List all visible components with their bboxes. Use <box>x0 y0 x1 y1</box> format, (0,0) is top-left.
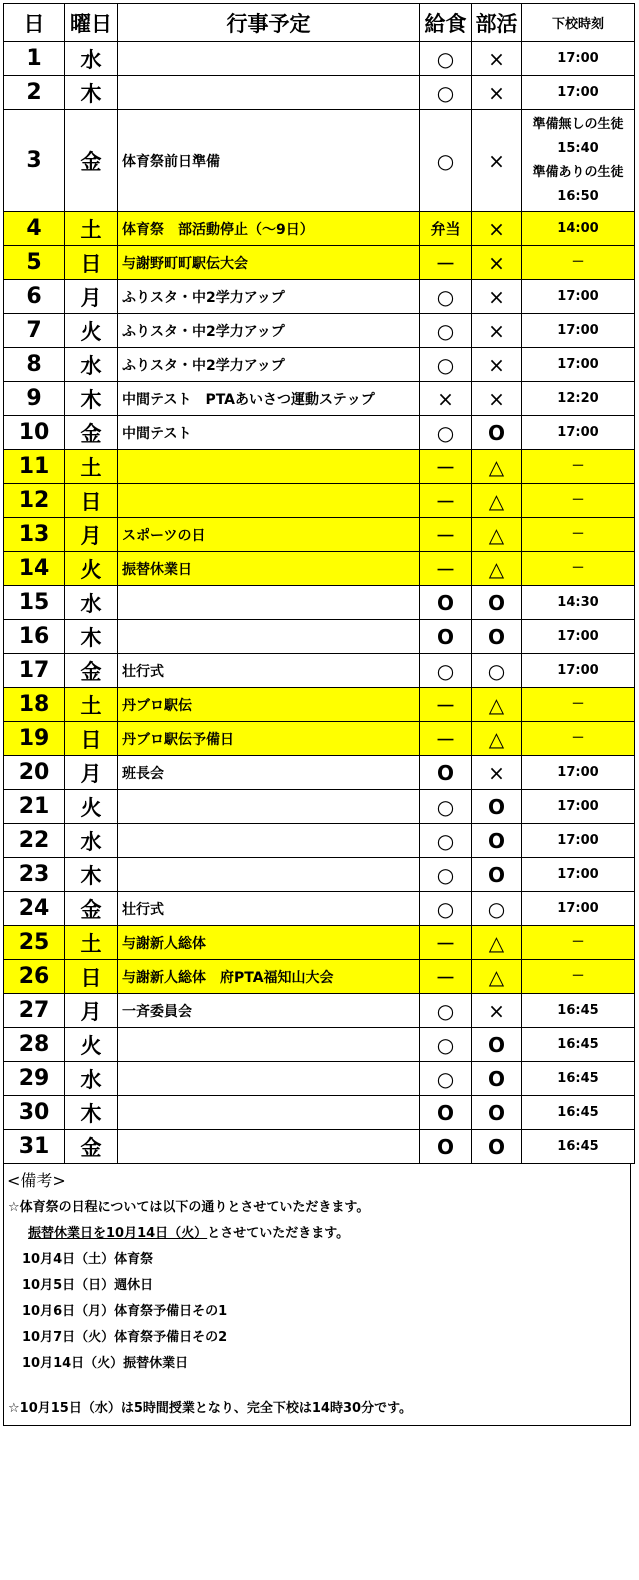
row-club: O <box>472 858 522 892</box>
row-dow: 木 <box>65 1096 118 1130</box>
row-lunch: 弁当 <box>420 212 472 246</box>
row-dismissal <box>522 688 635 722</box>
header-dismissal: 下校時刻 <box>522 4 635 42</box>
row-lunch: ○ <box>420 654 472 688</box>
row-event: 中間テスト <box>118 416 420 450</box>
row-day: 6 <box>4 280 65 314</box>
row-club: ○ <box>472 654 522 688</box>
row-lunch: － <box>420 552 472 586</box>
row-event <box>118 1096 420 1130</box>
table-row <box>4 926 635 960</box>
dismissal-line: － <box>571 968 585 984</box>
row-lunch: － <box>420 688 472 722</box>
row-lunch: O <box>420 1096 472 1130</box>
notes-item: 10月7日（火）体育祭予備日その2 <box>22 1330 228 1345</box>
row-day: 3 <box>4 110 65 212</box>
row-club: O <box>472 1062 522 1096</box>
row-dow: 金 <box>65 892 118 926</box>
dismissal-line: － <box>571 254 585 270</box>
dismissal-line: 16:50 <box>557 188 599 204</box>
row-dismissal <box>522 1028 635 1062</box>
row-lunch: － <box>420 484 472 518</box>
row-day: 13 <box>4 518 65 552</box>
row-lunch: － <box>420 518 472 552</box>
table-row <box>4 1130 635 1164</box>
row-event <box>118 858 420 892</box>
row-lunch: ○ <box>420 1062 472 1096</box>
schedule-table <box>3 3 635 1164</box>
row-lunch: － <box>420 246 472 280</box>
dismissal-line: － <box>571 560 585 576</box>
dismissal-line: 17:00 <box>557 288 599 304</box>
row-dismissal <box>522 892 635 926</box>
row-club: ○ <box>472 892 522 926</box>
row-event: スポーツの日 <box>118 518 420 552</box>
table-row <box>4 1062 635 1096</box>
table-row <box>4 858 635 892</box>
row-lunch: － <box>420 926 472 960</box>
row-club: × <box>472 994 522 1028</box>
notes-item: 10月4日（土）体育祭 <box>22 1252 154 1267</box>
row-club: O <box>472 1028 522 1062</box>
row-day: 20 <box>4 756 65 790</box>
row-day: 10 <box>4 416 65 450</box>
row-event <box>118 824 420 858</box>
header-event: 行事予定 <box>118 4 420 42</box>
row-dismissal <box>522 1062 635 1096</box>
dismissal-line: 17:00 <box>557 50 599 66</box>
row-dow: 水 <box>65 824 118 858</box>
row-club: △ <box>472 960 522 994</box>
row-event: 丹ブロ駅伝予備日 <box>118 722 420 756</box>
header-club: 部活 <box>472 4 522 42</box>
notes-line-2 <box>28 1222 349 1241</box>
table-row <box>4 76 635 110</box>
row-dow: 火 <box>65 552 118 586</box>
row-day: 18 <box>4 688 65 722</box>
row-dismissal <box>522 586 635 620</box>
row-day: 25 <box>4 926 65 960</box>
row-day: 11 <box>4 450 65 484</box>
table-row <box>4 382 635 416</box>
row-dow: 水 <box>65 42 118 76</box>
row-dismissal <box>522 654 635 688</box>
row-lunch: O <box>420 1130 472 1164</box>
row-club: △ <box>472 722 522 756</box>
row-lunch: － <box>420 960 472 994</box>
dismissal-line: 17:00 <box>557 764 599 780</box>
row-day: 17 <box>4 654 65 688</box>
row-day: 1 <box>4 42 65 76</box>
row-event: 振替休業日 <box>118 552 420 586</box>
row-event: 中間テスト PTAあいさつ運動ステップ <box>118 382 420 416</box>
schedule-rows <box>4 42 635 1164</box>
dismissal-line: 16:45 <box>557 1070 599 1086</box>
row-dismissal <box>522 246 635 280</box>
dismissal-line: 17:00 <box>557 628 599 644</box>
row-club: × <box>472 110 522 212</box>
row-event: 班長会 <box>118 756 420 790</box>
row-dismissal <box>522 110 635 212</box>
row-dismissal <box>522 518 635 552</box>
row-dow: 土 <box>65 688 118 722</box>
row-dismissal <box>522 722 635 756</box>
row-club: × <box>472 280 522 314</box>
row-club: × <box>472 314 522 348</box>
row-event <box>118 1062 420 1096</box>
header-dow: 曜日 <box>65 4 118 42</box>
table-row <box>4 620 635 654</box>
row-event: 与謝新人総体 <box>118 926 420 960</box>
row-day: 2 <box>4 76 65 110</box>
table-row <box>4 586 635 620</box>
row-day: 15 <box>4 586 65 620</box>
row-event: 体育祭 部活動停止（～9日） <box>118 212 420 246</box>
dismissal-line: 14:30 <box>557 594 599 610</box>
table-row <box>4 688 635 722</box>
row-day: 21 <box>4 790 65 824</box>
row-day: 14 <box>4 552 65 586</box>
row-day: 12 <box>4 484 65 518</box>
row-day: 19 <box>4 722 65 756</box>
dismissal-line: － <box>571 492 585 508</box>
table-row <box>4 756 635 790</box>
row-club: × <box>472 42 522 76</box>
dismissal-line: 17:00 <box>557 84 599 100</box>
row-event <box>118 76 420 110</box>
row-event: ふりスタ・中2学力アップ <box>118 314 420 348</box>
table-row <box>4 790 635 824</box>
row-event: 一斉委員会 <box>118 994 420 1028</box>
row-club: △ <box>472 518 522 552</box>
row-lunch: ○ <box>420 76 472 110</box>
row-club: △ <box>472 552 522 586</box>
row-day: 4 <box>4 212 65 246</box>
row-club: × <box>472 76 522 110</box>
row-dismissal <box>522 212 635 246</box>
row-event <box>118 1028 420 1062</box>
row-day: 23 <box>4 858 65 892</box>
row-dow: 金 <box>65 1130 118 1164</box>
dismissal-line: 16:45 <box>557 1104 599 1120</box>
table-row <box>4 1096 635 1130</box>
row-dismissal <box>522 280 635 314</box>
notes-line-1: ☆体育祭の日程については以下の通りとさせていただきます。 <box>8 1200 370 1215</box>
row-club: × <box>472 382 522 416</box>
row-dismissal <box>522 790 635 824</box>
table-row <box>4 722 635 756</box>
row-event: 体育祭前日準備 <box>118 110 420 212</box>
row-lunch: ○ <box>420 42 472 76</box>
row-day: 7 <box>4 314 65 348</box>
table-row <box>4 892 635 926</box>
row-dow: 水 <box>65 1062 118 1096</box>
row-dow: 火 <box>65 790 118 824</box>
row-event: ふりスタ・中2学力アップ <box>118 348 420 382</box>
row-dismissal <box>522 416 635 450</box>
table-row <box>4 314 635 348</box>
table-row <box>4 484 635 518</box>
schedule-sheet <box>3 3 634 1426</box>
row-club: O <box>472 824 522 858</box>
table-row <box>4 1028 635 1062</box>
row-club: O <box>472 416 522 450</box>
row-club: × <box>472 756 522 790</box>
row-lunch: ○ <box>420 858 472 892</box>
dismissal-line: 15:40 <box>557 140 599 156</box>
row-lunch: ○ <box>420 348 472 382</box>
row-day: 26 <box>4 960 65 994</box>
row-club: O <box>472 1096 522 1130</box>
row-dismissal <box>522 484 635 518</box>
row-club: O <box>472 1130 522 1164</box>
row-event: ふりスタ・中2学力アップ <box>118 280 420 314</box>
table-row <box>4 416 635 450</box>
dismissal-line: － <box>571 696 585 712</box>
dismissal-line: 17:00 <box>557 798 599 814</box>
table-row <box>4 960 635 994</box>
dismissal-line: 12:20 <box>557 390 599 406</box>
row-club: × <box>472 348 522 382</box>
notes-item: 10月5日（日）週休日 <box>22 1278 154 1293</box>
row-club: O <box>472 620 522 654</box>
row-dismissal <box>522 756 635 790</box>
row-dow: 水 <box>65 348 118 382</box>
row-dismissal <box>522 620 635 654</box>
row-day: 8 <box>4 348 65 382</box>
table-row <box>4 518 635 552</box>
row-lunch: O <box>420 756 472 790</box>
notes-title: <備考> <box>7 1171 66 1190</box>
row-lunch: O <box>420 586 472 620</box>
row-dow: 土 <box>65 926 118 960</box>
notes-footer: ☆10月15日（水）は5時間授業となり、完全下校は14時30分です。 <box>8 1401 413 1416</box>
row-dow: 月 <box>65 280 118 314</box>
row-dow: 火 <box>65 1028 118 1062</box>
row-club: △ <box>472 688 522 722</box>
row-dow: 木 <box>65 76 118 110</box>
row-club: O <box>472 586 522 620</box>
row-day: 30 <box>4 1096 65 1130</box>
row-dismissal <box>522 994 635 1028</box>
row-club: O <box>472 790 522 824</box>
row-dismissal <box>522 450 635 484</box>
row-dow: 月 <box>65 994 118 1028</box>
row-dow: 水 <box>65 586 118 620</box>
row-day: 31 <box>4 1130 65 1164</box>
row-club: × <box>472 246 522 280</box>
row-day: 27 <box>4 994 65 1028</box>
row-lunch: － <box>420 722 472 756</box>
row-lunch: ○ <box>420 790 472 824</box>
table-row <box>4 212 635 246</box>
row-dismissal <box>522 76 635 110</box>
row-event <box>118 790 420 824</box>
row-day: 16 <box>4 620 65 654</box>
row-day: 28 <box>4 1028 65 1062</box>
row-lunch: ○ <box>420 110 472 212</box>
header-day: 日 <box>4 4 65 42</box>
dismissal-line: － <box>571 526 585 542</box>
row-dow: 金 <box>65 110 118 212</box>
row-dismissal <box>522 314 635 348</box>
row-day: 29 <box>4 1062 65 1096</box>
notes-item: 10月14日（火）振替休業日 <box>22 1356 189 1371</box>
row-event <box>118 42 420 76</box>
dismissal-line: 準備無しの生徒 <box>532 116 624 132</box>
header-lunch: 給食 <box>420 4 472 42</box>
row-day: 22 <box>4 824 65 858</box>
row-dismissal <box>522 348 635 382</box>
row-club: × <box>472 212 522 246</box>
notes-line-2-rest: とさせていただきます。 <box>207 1226 350 1241</box>
row-dow: 木 <box>65 620 118 654</box>
row-dismissal <box>522 858 635 892</box>
row-lunch: － <box>420 450 472 484</box>
row-lunch: ○ <box>420 1028 472 1062</box>
row-club: △ <box>472 450 522 484</box>
row-dismissal <box>522 960 635 994</box>
table-row <box>4 280 635 314</box>
row-lunch: ○ <box>420 280 472 314</box>
row-event <box>118 620 420 654</box>
row-lunch: × <box>420 382 472 416</box>
row-dismissal <box>522 552 635 586</box>
row-dismissal <box>522 42 635 76</box>
row-event <box>118 484 420 518</box>
row-dow: 日 <box>65 484 118 518</box>
table-row <box>4 450 635 484</box>
row-dow: 木 <box>65 858 118 892</box>
row-dow: 月 <box>65 518 118 552</box>
row-event: 丹ブロ駅伝 <box>118 688 420 722</box>
table-row <box>4 246 635 280</box>
row-event: 与謝新人総体 府PTA福知山大会 <box>118 960 420 994</box>
row-event: 与謝野町町駅伝大会 <box>118 246 420 280</box>
dismissal-line: 17:00 <box>557 900 599 916</box>
row-dow: 土 <box>65 450 118 484</box>
row-dismissal <box>522 1096 635 1130</box>
row-lunch: ○ <box>420 824 472 858</box>
dismissal-line: 17:00 <box>557 322 599 338</box>
table-row <box>4 824 635 858</box>
dismissal-line: － <box>571 934 585 950</box>
table-row <box>4 994 635 1028</box>
table-row <box>4 654 635 688</box>
row-dow: 金 <box>65 654 118 688</box>
row-club: △ <box>472 484 522 518</box>
table-row <box>4 42 635 76</box>
row-lunch: ○ <box>420 416 472 450</box>
table-row <box>4 348 635 382</box>
notes-box <box>3 1164 631 1426</box>
table-row <box>4 110 635 212</box>
row-club: △ <box>472 926 522 960</box>
dismissal-line: 16:45 <box>557 1002 599 1018</box>
row-dismissal <box>522 1130 635 1164</box>
row-dow: 月 <box>65 756 118 790</box>
dismissal-line: 17:00 <box>557 424 599 440</box>
row-lunch: O <box>420 620 472 654</box>
dismissal-line: 17:00 <box>557 662 599 678</box>
dismissal-line: 準備ありの生徒 <box>532 164 624 180</box>
dismissal-line: 17:00 <box>557 866 599 882</box>
table-row <box>4 552 635 586</box>
row-lunch: ○ <box>420 314 472 348</box>
dismissal-line: 14:00 <box>557 220 599 236</box>
row-dismissal <box>522 382 635 416</box>
row-event: 壮行式 <box>118 654 420 688</box>
row-dismissal <box>522 926 635 960</box>
row-dow: 火 <box>65 314 118 348</box>
notes-line-2-underlined: 振替休業日を10月14日（火） <box>28 1226 208 1241</box>
row-lunch: ○ <box>420 994 472 1028</box>
dismissal-line: 16:45 <box>557 1036 599 1052</box>
row-event <box>118 450 420 484</box>
dismissal-line: 17:00 <box>557 832 599 848</box>
row-event: 壮行式 <box>118 892 420 926</box>
row-dow: 金 <box>65 416 118 450</box>
header-row <box>4 4 635 42</box>
dismissal-line: － <box>571 458 585 474</box>
row-day: 5 <box>4 246 65 280</box>
row-dismissal <box>522 824 635 858</box>
row-lunch: ○ <box>420 892 472 926</box>
dismissal-line: 16:45 <box>557 1138 599 1154</box>
row-event <box>118 1130 420 1164</box>
row-event <box>118 586 420 620</box>
row-day: 24 <box>4 892 65 926</box>
row-dow: 木 <box>65 382 118 416</box>
row-dow: 日 <box>65 960 118 994</box>
row-dow: 日 <box>65 722 118 756</box>
notes-item: 10月6日（月）体育祭予備日その1 <box>22 1304 228 1319</box>
dismissal-line: 17:00 <box>557 356 599 372</box>
row-dow: 日 <box>65 246 118 280</box>
dismissal-line: － <box>571 730 585 746</box>
row-dow: 土 <box>65 212 118 246</box>
row-day: 9 <box>4 382 65 416</box>
